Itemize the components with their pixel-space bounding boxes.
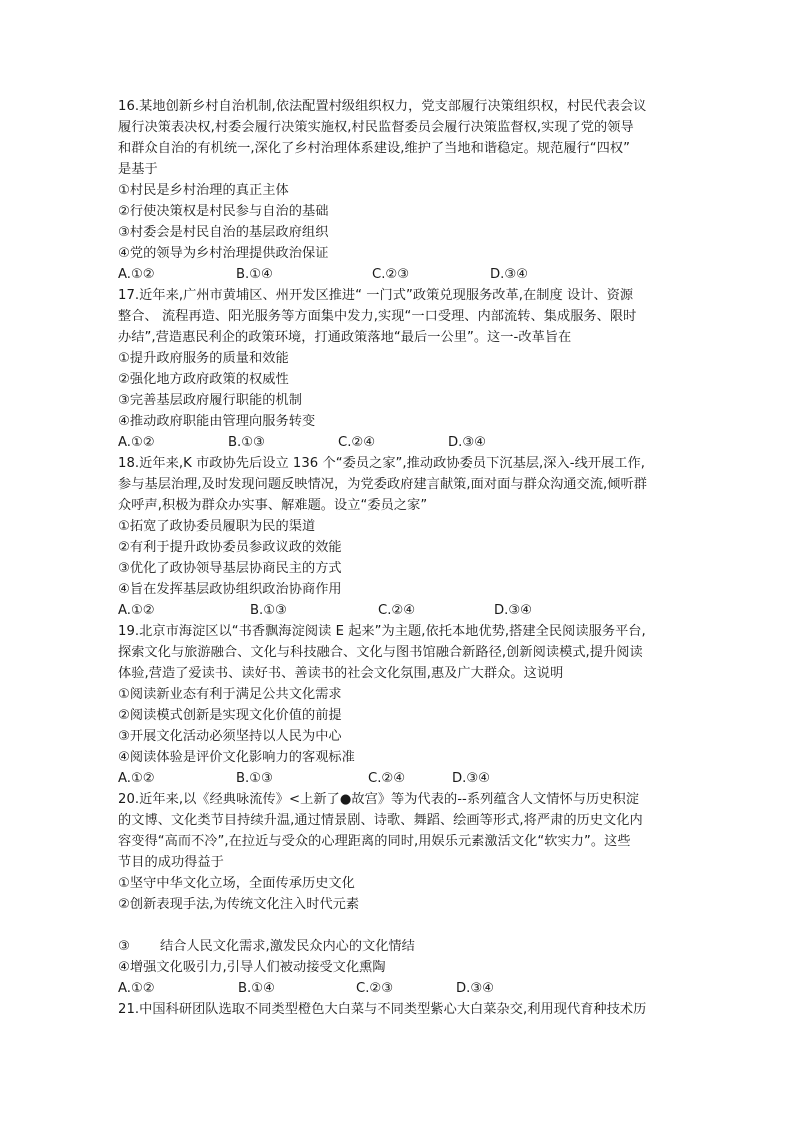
answer-choices bbox=[118, 432, 678, 453]
choice-d: D.③④ bbox=[456, 981, 494, 996]
question-17 bbox=[118, 285, 678, 453]
answer-choices bbox=[118, 768, 678, 789]
statement-item: ①坚守中华文化立场，全面传承历史文化 bbox=[118, 876, 355, 891]
question-stem-line: 和群众自治的有机统一,深化了乡村治理体系建设,维护了当地和谐稳定。规范履行“四权” bbox=[118, 141, 631, 156]
choice-c: C.②④ bbox=[338, 435, 376, 450]
statement-item: ④旨在发挥基层政协组织政治协商作用 bbox=[118, 582, 342, 597]
statement-item: ②有利于提升政协委员参政议政的效能 bbox=[118, 540, 342, 555]
question-19 bbox=[118, 621, 678, 789]
answer-choices bbox=[118, 600, 678, 621]
blank-line bbox=[118, 915, 678, 936]
choice-b: B.①④ bbox=[236, 267, 273, 282]
question-18 bbox=[118, 453, 678, 621]
choice-a: A.①② bbox=[118, 981, 155, 996]
statement-item: ①阅读新业态有利于满足公共文化需求 bbox=[118, 687, 342, 702]
question-stem-line: 20.近年来,以《经典咏流传》<上新了●故宫》等为代表的--系列蕴含人文情怀与历史积淀 bbox=[118, 792, 639, 807]
choice-d: D.③④ bbox=[452, 771, 490, 786]
answer-choices bbox=[118, 978, 678, 999]
choice-a: A.①② bbox=[118, 267, 155, 282]
statement-item: ①提升政府服务的质量和效能 bbox=[118, 351, 289, 366]
choice-c: C.②③ bbox=[356, 981, 394, 996]
statement-item: ④阅读体验是评价文化影响力的客观标准 bbox=[118, 750, 355, 765]
question-stem-line: 众呼声,积极为群众办实事、解难题。设立“委员之家” bbox=[118, 498, 428, 513]
choice-b: B.①③ bbox=[250, 603, 287, 618]
statement-item: ④增强文化吸引力,引导人们被动接受文化熏陶 bbox=[118, 960, 386, 975]
question-stem-line: 体验,营造了爱读书、读好书、善读书的社会文化氛围,惠及广大群众。这说明 bbox=[118, 666, 564, 681]
statement-item: ④推动政府职能由管理向服务转变 bbox=[118, 414, 316, 429]
statement-item: ①村民是乡村治理的真正主体 bbox=[118, 183, 289, 198]
statement-item: ④党的领导为乡村治理提供政治保证 bbox=[118, 246, 329, 261]
statement-item: ②阅读模式创新是实现文化价值的前提 bbox=[118, 708, 342, 723]
choice-b: B.①③ bbox=[236, 771, 273, 786]
question-stem-line: 19.北京市海淀区以“书香飘海淀阅读 E 起来”为主题,依托本地优势,搭建全民阅读服务平台, bbox=[118, 624, 646, 639]
statement-item: ②创新表现手法,为传统文化注入时代元素 bbox=[118, 897, 360, 912]
question-stem-line: 17.近年来,广州市黄埔区、州开发区推进“ 一门式”政策兑现服务改革,在制度 设计、资源 bbox=[118, 288, 634, 303]
choice-c: C.②④ bbox=[378, 603, 416, 618]
question-stem-line: 履行决策表决权,村委会履行决策实施权,村民监督委员会履行决策监督权,实现了党的领导 bbox=[118, 120, 634, 135]
statement-item: ③开展文化活动必须坚持以人民为中心 bbox=[118, 729, 342, 744]
question-stem-line: 探索文化与旅游融合、文化与科技融合、文化与图书馆融合新路径,创新阅读模式,提升阅读 bbox=[118, 645, 643, 660]
statement-item: ③村委会是村民自治的基层政府组织 bbox=[118, 225, 329, 240]
question-stem-line: 节目的成功得益于 bbox=[118, 855, 224, 870]
question-stem-line: 21.中国科研团队选取不同类型橙色大白菜与不同类型紫心大白菜杂交,利用现代育种技术历 bbox=[118, 1002, 647, 1017]
question-stem-line: 16.某地创新乡村自治机制,依法配置村级组织权力，党支部履行决策组织权，村民代表会议 bbox=[118, 99, 647, 114]
question-stem-line: 整合、 流程再造、阳光服务等方面集中发力,实现“一口受理、内部流转、集成服务、限时 bbox=[118, 309, 637, 324]
statement-item: ②强化地方政府政策的权威性 bbox=[118, 372, 289, 387]
question-stem-line: 办结”,营造惠民利企的政策环境，打通政策落地“最后一公里”。这一-改革旨在 bbox=[118, 330, 572, 345]
choice-a: A.①② bbox=[118, 435, 155, 450]
choice-a: A.①② bbox=[118, 771, 155, 786]
choice-b: B.①④ bbox=[238, 981, 275, 996]
choice-d: D.③④ bbox=[494, 603, 532, 618]
question-stem-line: 容变得“高而不冷”,在拉近与受众的心理距离的同时,用娱乐元素激活文化“软实力”。这些 bbox=[118, 834, 631, 849]
question-stem-line: 参与基层治理,及时发现问题反映情况，为党委政府建言献策,面对面与群众沟通交流,倾听群 bbox=[118, 477, 647, 492]
choice-c: C.②③ bbox=[372, 267, 410, 282]
question-21 bbox=[118, 999, 678, 1020]
statement-item bbox=[118, 936, 678, 957]
question-stem-line: 18.近年来,K 市政协先后设立 136 个“委员之家”,推动政协委员下沉基层,深入-线开展工作, bbox=[118, 456, 646, 471]
choice-a: A.①② bbox=[118, 603, 155, 618]
question-stem-line: 是基于 bbox=[118, 162, 158, 177]
answer-choices bbox=[118, 264, 678, 285]
statement-item: ③优化了政协领导基层协商民主的方式 bbox=[118, 561, 342, 576]
choice-d: D.③④ bbox=[490, 267, 528, 282]
statement-item: ③完善基层政府履行职能的机制 bbox=[118, 393, 302, 408]
exam-page bbox=[118, 96, 678, 1020]
choice-d: D.③④ bbox=[448, 435, 486, 450]
statement-item: ①拓宽了政协委员履职为民的渠道 bbox=[118, 519, 316, 534]
question-16 bbox=[118, 96, 678, 285]
choice-c: C.②④ bbox=[368, 771, 406, 786]
question-20 bbox=[118, 789, 678, 999]
question-stem-line: 的文博、文化类节目持续升温,通过情景剧、诗歌、舞蹈、绘画等形式,将严肃的历史文化内 bbox=[118, 813, 643, 828]
statement-text: 结合人民文化需求,激发民众内心的文化情结 bbox=[160, 939, 415, 954]
statement-item: ②行使决策权是村民参与自治的基础 bbox=[118, 204, 329, 219]
choice-b: B.①③ bbox=[228, 435, 265, 450]
statement-number: ③ bbox=[118, 939, 130, 954]
